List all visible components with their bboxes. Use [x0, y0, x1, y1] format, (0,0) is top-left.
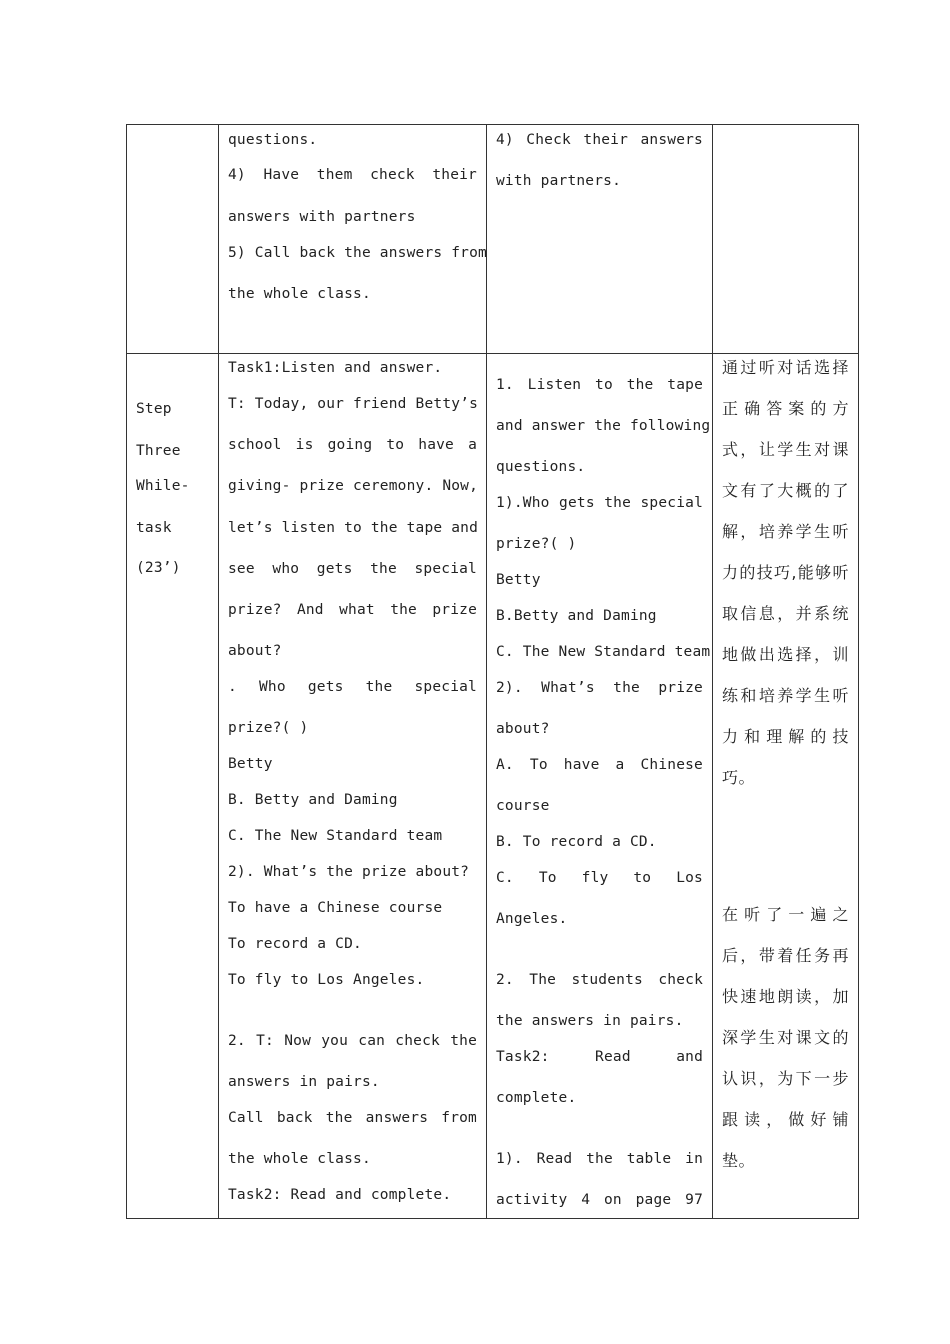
text-line: 练和培养学生听: [722, 686, 849, 705]
text-line: Betty: [228, 756, 273, 772]
text-line: giving- prize ceremony. Now,: [228, 478, 479, 494]
text-line: see who gets the special: [228, 561, 477, 577]
text-line: While-: [136, 478, 190, 494]
text-line: the answers in pairs.: [496, 1013, 684, 1029]
table-row: [127, 125, 859, 354]
text-line: C. The New Standard team: [496, 644, 711, 660]
text-line: 式，让学生对课: [722, 440, 849, 459]
text-line: course: [496, 798, 550, 814]
text-line: . Who gets the special: [228, 679, 477, 695]
text-line: 力和理解的技: [722, 727, 849, 746]
student-activity-cell: [487, 354, 713, 1219]
text-line: 认识，为下一步: [722, 1069, 849, 1088]
step-cell: [127, 354, 219, 1219]
text-line: 巧。: [722, 768, 756, 787]
text-line: Angeles.: [496, 911, 568, 927]
text-line: A. To have a Chinese: [496, 757, 703, 773]
text-line: 1. Listen to the tape: [496, 377, 703, 393]
text-line: 垫。: [722, 1151, 756, 1170]
text-line: questions.: [228, 132, 318, 148]
table-row: [127, 354, 859, 1219]
text-line: activity 4 on page 97: [496, 1192, 703, 1208]
text-line: Task1:Listen and answer.: [228, 360, 443, 376]
text-line: 力的技巧,能够听: [722, 563, 849, 582]
text-line: 2). What’s the prize about?: [228, 864, 470, 880]
text-line: 快速地朗读，加: [722, 987, 849, 1006]
text-line: 后，带着任务再: [722, 946, 849, 965]
text-line: 深学生对课文的: [722, 1028, 849, 1047]
text-line: about?: [496, 721, 550, 737]
text-line: B. To record a CD.: [496, 834, 657, 850]
text-line: 1). Read the table in: [496, 1151, 703, 1167]
text-line: B. Betty and Daming: [228, 792, 398, 808]
text-line: 2. T: Now you can check the: [228, 1033, 477, 1049]
text-line: Betty: [496, 572, 541, 588]
text-line: (23’): [136, 560, 181, 576]
text-line: 4) Have them check their: [228, 167, 477, 183]
text-line: To have a Chinese course: [228, 900, 443, 916]
text-line: answers in pairs.: [228, 1074, 380, 1090]
text-line: prize?( ): [496, 536, 577, 552]
purpose-cell: [713, 125, 859, 354]
text-line: 在听了一遍之: [722, 905, 849, 924]
text-line: C. To fly to Los: [496, 870, 703, 886]
text-line: 地做出选择，训: [722, 645, 849, 664]
text-line: Task2: Read and: [496, 1049, 703, 1065]
text-line: with partners.: [496, 173, 622, 189]
text-line: 4) Check their answers: [496, 132, 703, 148]
step-cell: [127, 125, 219, 354]
text-line: 通过听对话选择: [722, 358, 849, 377]
text-line: 2). What’s the prize: [496, 680, 703, 696]
text-line: 跟读，做好铺: [722, 1110, 849, 1129]
text-line: To record a CD.: [228, 936, 362, 952]
text-line: prize?( ): [228, 720, 309, 736]
text-line: 5) Call back the answers from: [228, 245, 487, 261]
text-line: let’s listen to the tape and: [228, 520, 479, 536]
text-line: about?: [228, 643, 282, 659]
text-line: the whole class.: [228, 286, 371, 302]
text-line: T: Today, our friend Betty’s: [228, 396, 479, 412]
text-line: C. The New Standard team: [228, 828, 443, 844]
purpose-cell: [713, 354, 859, 1219]
text-line: B.Betty and Daming: [496, 608, 657, 624]
text-line: 文有了大概的了: [722, 481, 849, 500]
text-line: questions.: [496, 459, 586, 475]
text-line: the whole class.: [228, 1151, 371, 1167]
text-line: task: [136, 520, 172, 536]
text-line: answers with partners: [228, 209, 416, 225]
text-line: 1).Who gets the special: [496, 495, 703, 511]
text-line: Task2: Read and complete.: [228, 1187, 452, 1203]
text-line: 取信息，并系统: [722, 604, 849, 623]
text-line: 2. The students check: [496, 972, 703, 988]
text-line: 解，培养学生听: [722, 522, 849, 541]
text-line: Step: [136, 401, 172, 417]
text-line: complete.: [496, 1090, 577, 1106]
text-line: 正确答案的方: [722, 399, 849, 418]
text-line: school is going to have a: [228, 437, 477, 453]
student-activity-cell: [487, 125, 713, 354]
lesson-plan-table: [126, 124, 859, 1219]
text-line: and answer the following: [496, 418, 711, 434]
text-line: prize? And what the prize: [228, 602, 477, 618]
text-line: To fly to Los Angeles.: [228, 972, 425, 988]
teacher-activity-cell: [219, 125, 487, 354]
teacher-activity-cell: [219, 354, 487, 1219]
text-line: Call back the answers from: [228, 1110, 477, 1126]
text-line: Three: [136, 443, 181, 459]
